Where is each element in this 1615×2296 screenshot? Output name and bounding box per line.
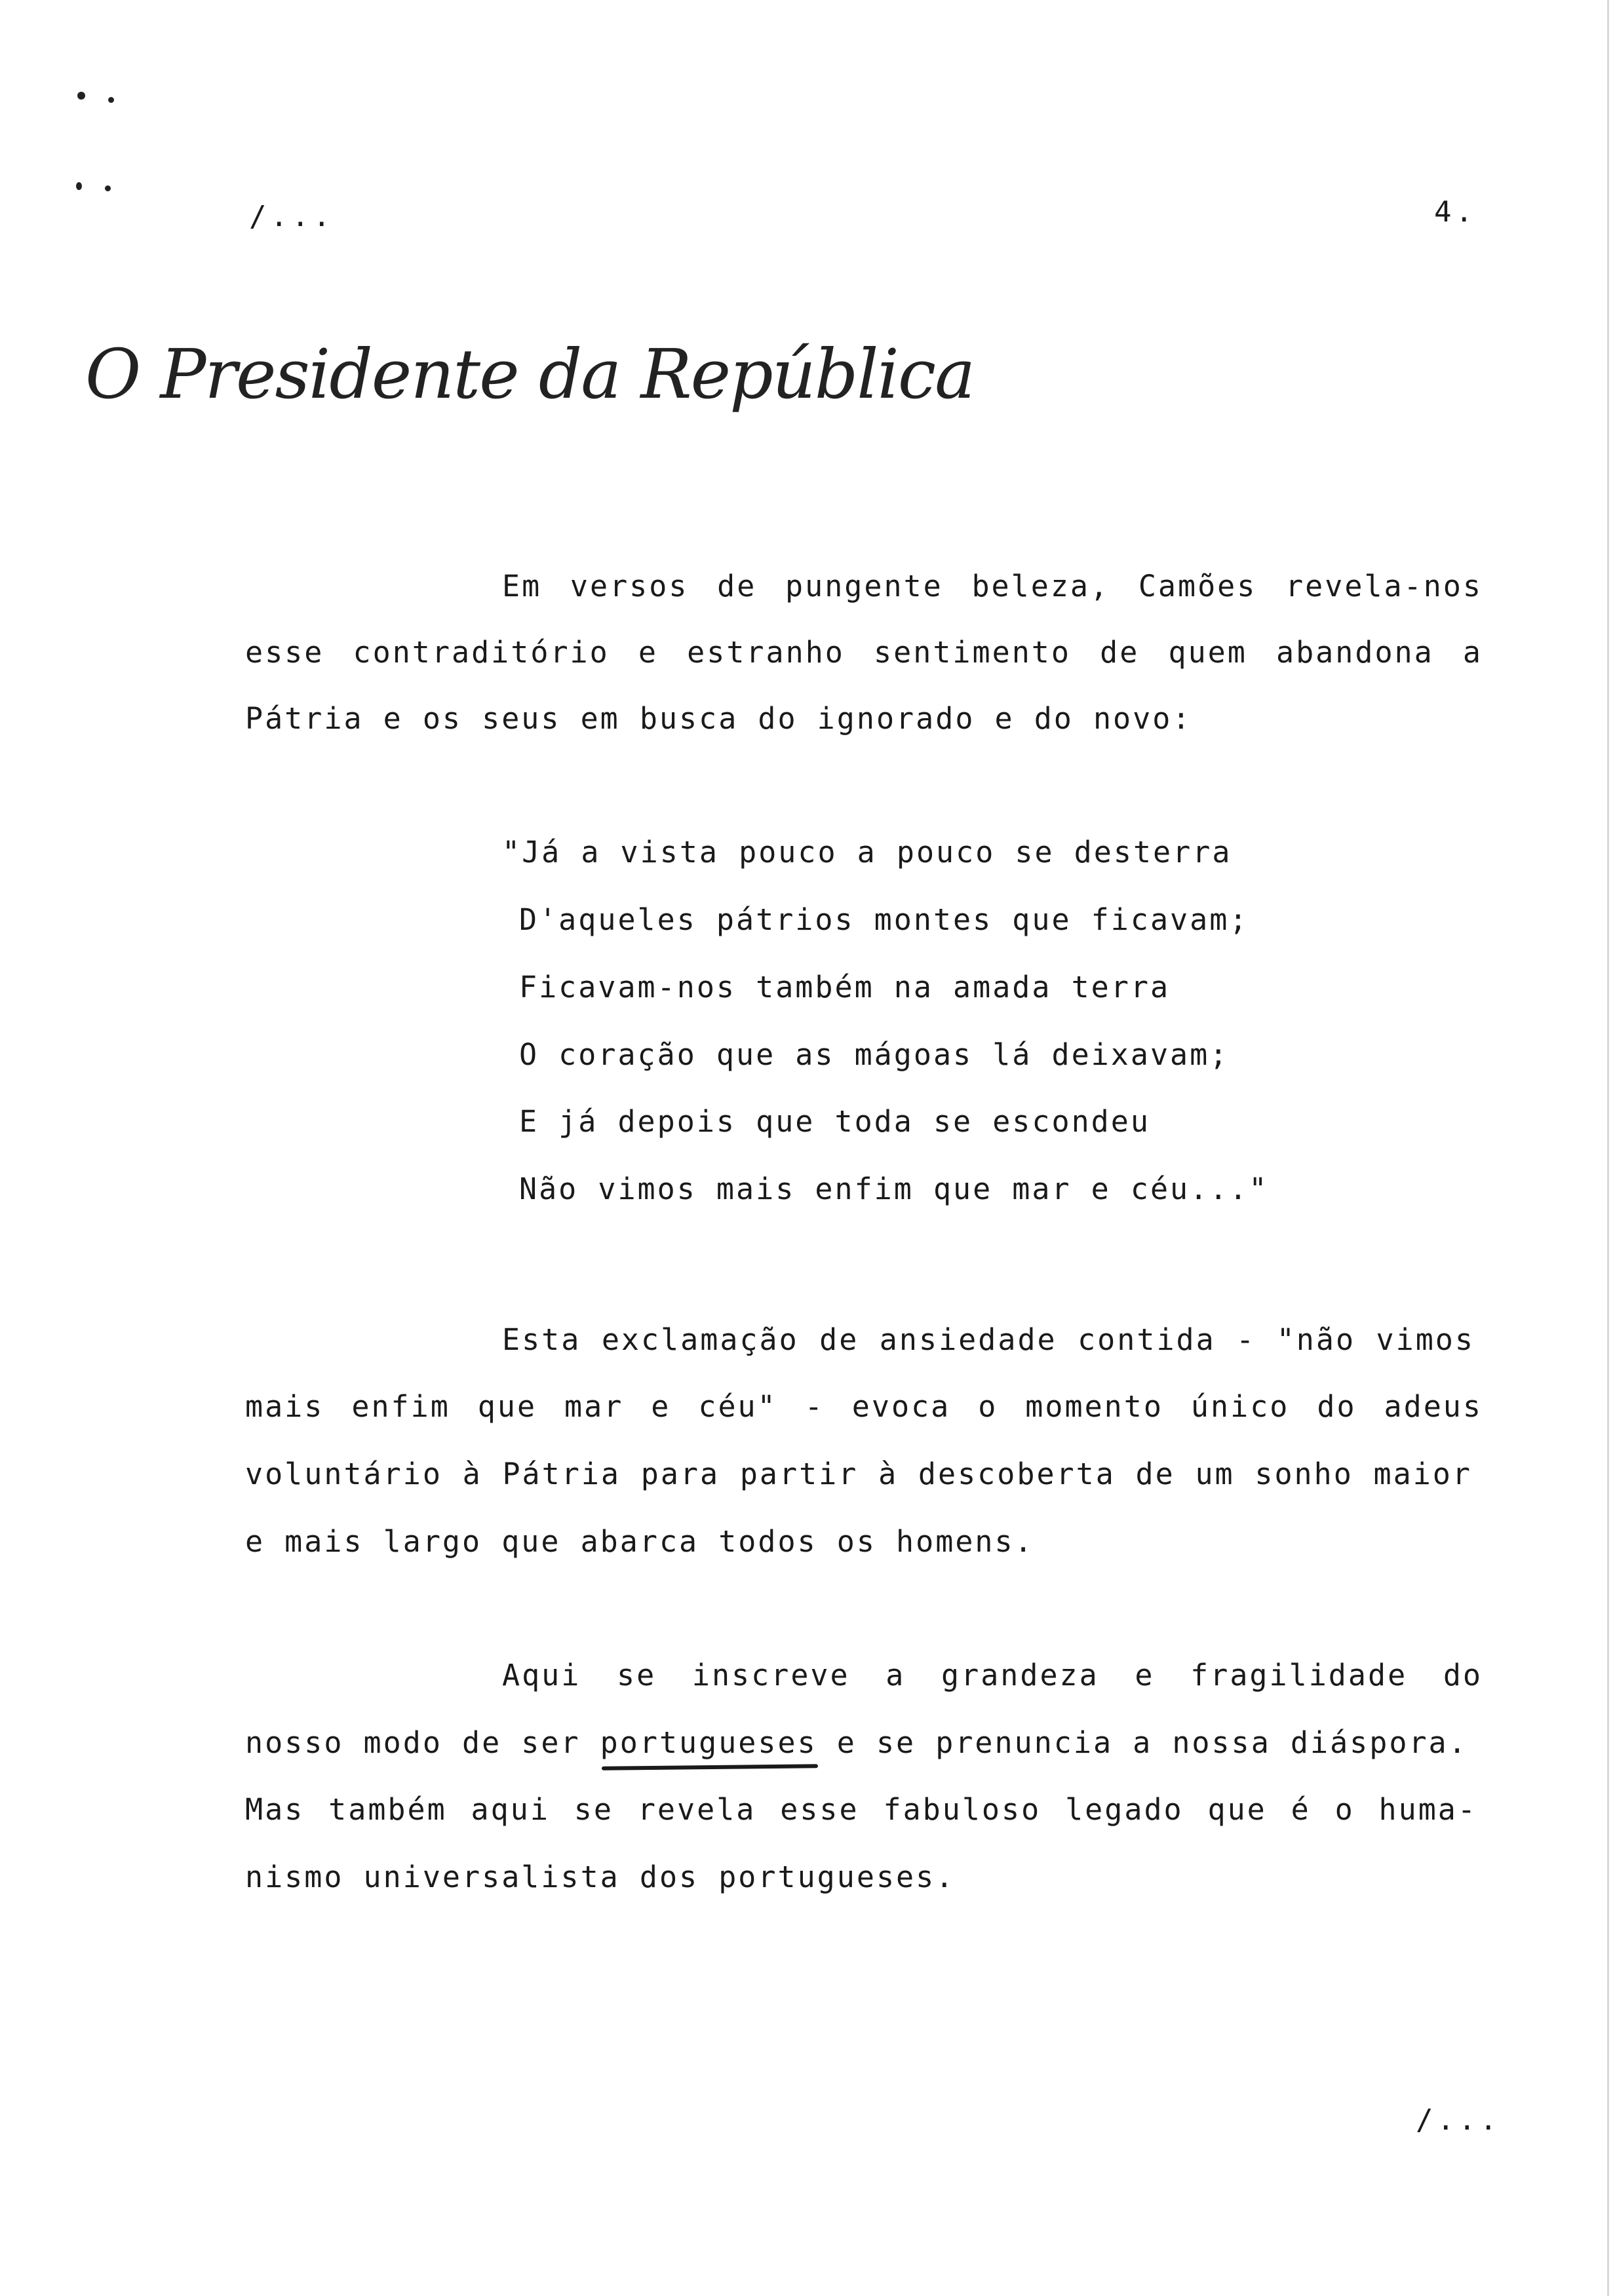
page-number: 4. [1434, 195, 1477, 229]
verse-line: E já depois que toda se escondeu [519, 1104, 1150, 1139]
paragraph-line: nosso modo de ser portugueses e se prenuncia a nossa diáspora. [245, 1725, 1468, 1760]
scan-speck [76, 182, 82, 190]
paragraph-line: Mas também aqui se revela esse fabuloso legado que é o huma- [245, 1792, 1477, 1827]
paragraph-line: nismo universalista dos portugueses. [245, 1860, 956, 1894]
verse-line: O coração que as mágoas lá deixavam; [519, 1037, 1230, 1072]
verse-line: D'aqueles pátrios montes que ficavam; [519, 902, 1249, 937]
verse-line: "Já a vista pouco a pouco se desterra [502, 835, 1232, 870]
paragraph-line: voluntário à Pátria para partir à descoberta de um sonho maior [245, 1457, 1472, 1491]
verse-line: Não vimos mais enfim que mar e céu..." [519, 1172, 1269, 1206]
scan-speck [105, 185, 111, 191]
handwritten-underline [602, 1764, 818, 1770]
scan-edge [1607, 0, 1609, 2296]
letterhead-title: O Presidente da República [85, 334, 975, 414]
paragraph-line: Esta exclamação de ansiedade contida - "não vimos [502, 1322, 1475, 1357]
scan-speck [77, 92, 85, 100]
paragraph-line: esse contraditório e estranho sentimento de quem abandona a [245, 635, 1483, 670]
paragraph-line: e mais largo que abarca todos os homens. [245, 1524, 1034, 1559]
continuation-marker-top: /... [249, 200, 334, 233]
continuation-marker-bottom: /... [1416, 2103, 1501, 2137]
paragraph-line: Em versos de pungente beleza, Camões revela-nos [502, 569, 1483, 603]
paragraph-line: Pátria e os seus em busca do ignorado e do novo: [245, 701, 1192, 736]
paragraph-line: Aqui se inscreve a grandeza e fragilidade do [502, 1658, 1483, 1693]
scan-speck [108, 97, 114, 103]
verse-line: Ficavam-nos também na amada terra [519, 970, 1171, 1004]
paragraph-line: mais enfim que mar e céu" - evoca o momento único do adeus [245, 1389, 1483, 1424]
